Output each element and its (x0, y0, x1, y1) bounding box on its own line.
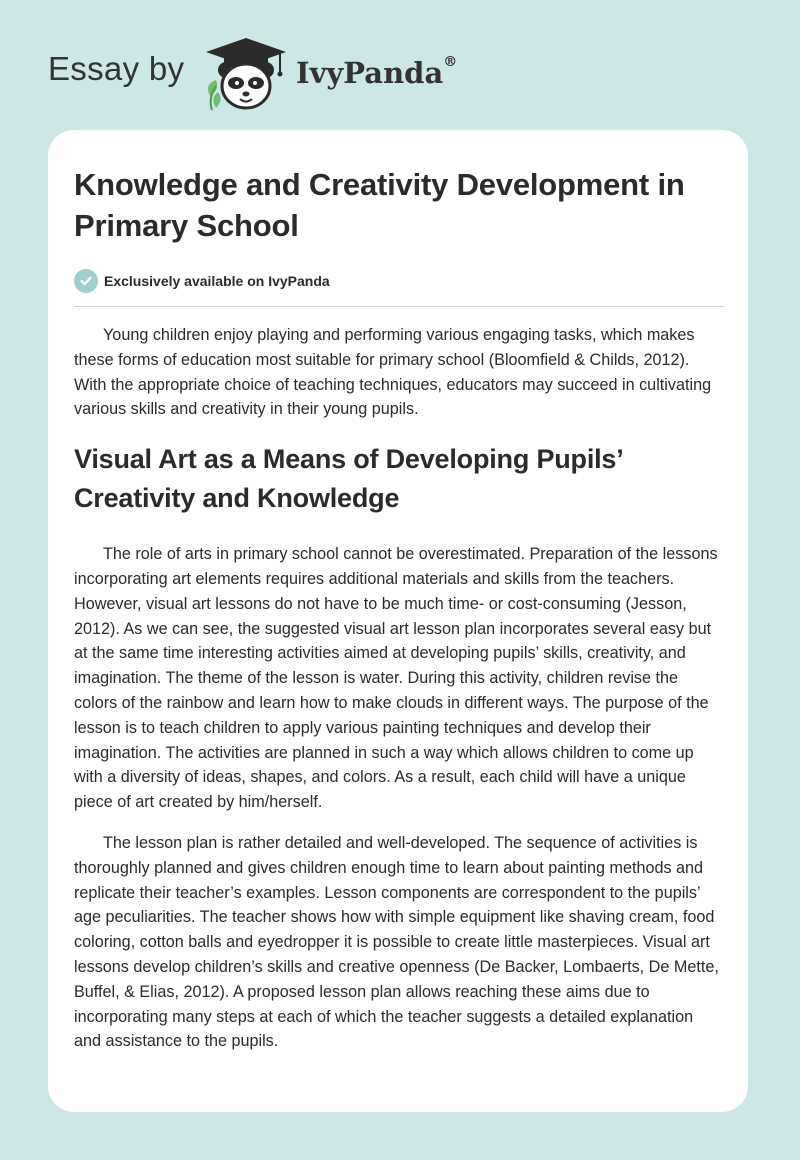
check-icon (74, 269, 98, 293)
site-header (0, 0, 800, 130)
page-title: Knowledge and Creativity Development in Primary School (74, 167, 685, 243)
essay-by-label: Essay by (48, 50, 185, 87)
brand-text: IvyPanda (296, 56, 444, 90)
body-paragraph-1: The role of arts in primary school cannot be overestimated. Preparation of the lessons incorporating art elements requires additional materials and skills from the teachers. However, visual art lessons do not have to be much time- or cost-consuming (Jesson, 2012). As we can see, the suggested visual art lesson plan incorporates several easy but at the same time interesting activities aimed at developing pupils’ skills, creativity, and imagination. The theme of the lesson is water. During this activity, children revise the colors of the rainbow and learn how to make clouds in different ways. The purpose of the lesson is to teach children to apply various painting techniques and develop their imagination. The activities are planned in such a way which allows children to come up with a diversity of ideas, shapes, and colors. As a result, each child will have a unique piece of art created by him/herself. (74, 545, 718, 812)
body-paragraph-2: The lesson plan is rather detailed and well-developed. The sequence of activities is thoroughly planned and gives children enough time to learn about painting methods and replicate their teacher’s examples. Lesson components are correspondent to the pupils’ age peculiarities. The teacher shows how with simple equipment like shaving cream, food coloring, cotton balls and eyedropper it is possible to create little masterpieces. Visual art lessons develop children’s skills and creative openness (De Backer, Lombaerts, De Mette, Buffel, & Elias, 2012). A proposed lesson plan allows reaching these aims due to incorporating many steps at each of which the teacher suggests a detailed explanation and assistance to the pupils. (74, 833, 719, 1051)
panda-graduate-logo-icon[interactable] (200, 36, 292, 112)
exclusive-badge (74, 268, 724, 294)
essay-card (48, 130, 748, 1112)
registered-mark: ® (443, 54, 458, 70)
section-heading: Visual Art as a Means of Developing Pupils’ Creativity and Knowledge (74, 444, 623, 514)
exclusive-badge-text: Exclusively available on IvyPanda (104, 273, 330, 289)
intro-paragraph: Young children enjoy playing and performing various engaging tasks, which makes these forms of education most suitable for primary school (Bloomfield & Childs, 2012). With the appropriate choice of teaching techniques, educators may succeed in cultivating various skills and creativity in their young pupils. (74, 326, 712, 419)
essay-content (74, 164, 724, 1054)
brand-name[interactable] (296, 56, 457, 90)
divider (74, 306, 724, 307)
